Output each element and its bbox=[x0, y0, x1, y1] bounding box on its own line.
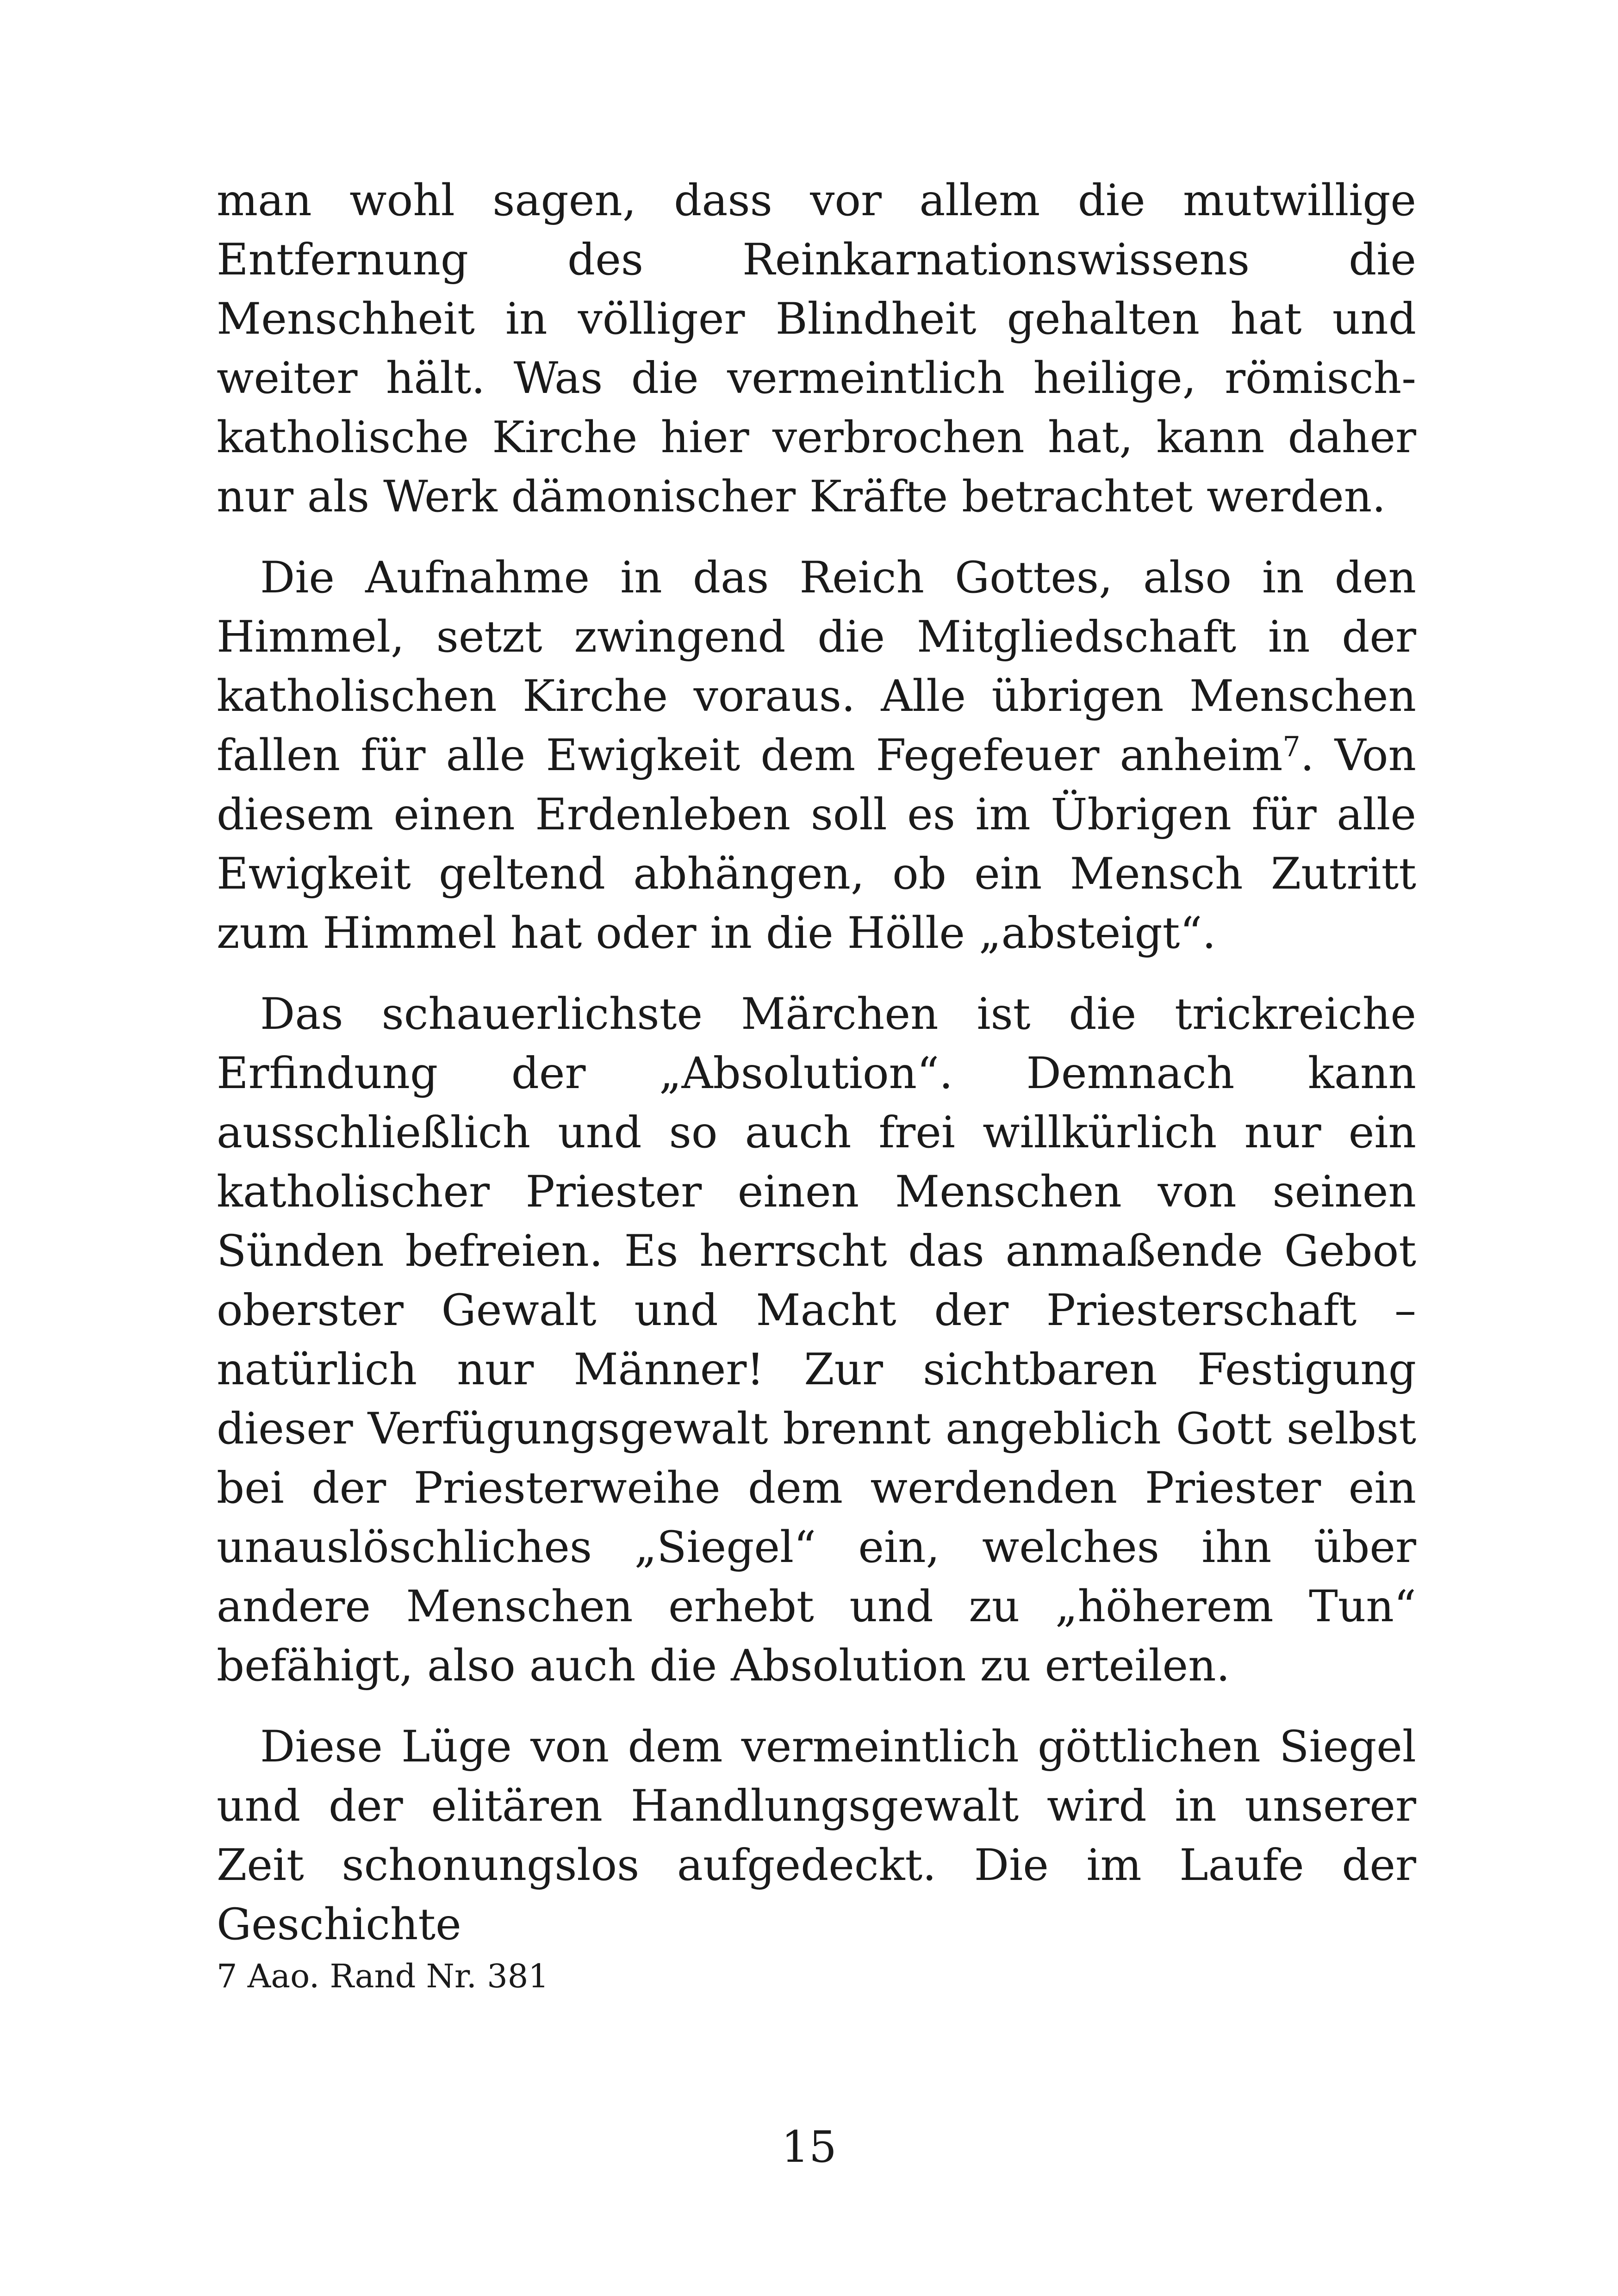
page-number: 15 bbox=[781, 2122, 837, 2172]
paragraph-2-text-end: . Von diesem einen Erdenleben soll es im Übrigen für alle Ewigkeit geltend abhängen, ob ein Mensch Zutritt zum Himmel hat oder in die Hölle „absteigt“. bbox=[217, 730, 1416, 958]
footnote: 7 Aao. Rand Nr. 381 bbox=[217, 1957, 549, 1995]
footnote-reference: 7 bbox=[1282, 731, 1301, 763]
paragraph-1: man wohl sagen, dass vor allem die mutwillige Entfernung des Reinkarnationswissens die Menschheit in völliger Blindheit gehalten hat und weiter hält. Was die vermeintlich heilige, römisch-katholische Kirche hier verbrochen hat, kann daher nur als Werk dämonischer Kräfte betrachtet werden. bbox=[217, 175, 1416, 522]
paragraph-3: Das schauerlichste Märchen ist die trickreiche Erfindung der „Absolution“. Demnach kann ausschließlich und so auch frei willkürlich nur ein katholischer Priester einen Menschen von seinen Sünden befreien. Es herrscht das anmaßende Gebot oberster Gewalt und Macht der Priesterschaft – natürlich nur Männer! Zur sichtbaren Festigung dieser Verfügungsgewalt brennt angeblich Gott selbst bei der Priesterweihe dem werdenden Priester ein unauslöschliches „Siegel“ ein, welches ihn über andere Menschen erhebt und zu „höherem Tun“ befähigt, also auch die Absolution zu erteilen. bbox=[217, 989, 1416, 1691]
paragraph-2 bbox=[217, 548, 1416, 963]
paragraph-4: Diese Lüge von dem vermeintlich göttlichen Siegel und der elitären Handlungsgewalt wird in unserer Zeit schonungslos aufgedeckt. Die im Laufe der Geschichte bbox=[217, 1722, 1416, 1950]
body-text bbox=[217, 171, 1416, 1976]
paragraph-2-text-start: Die Aufnahme in das Reich Gottes, also in den Himmel, setzt zwingend die Mitgliedschaft in der katholischen Kirche voraus. Alle übrigen Menschen fallen für alle Ewigkeit dem Fegefeuer anheim bbox=[217, 553, 1416, 781]
